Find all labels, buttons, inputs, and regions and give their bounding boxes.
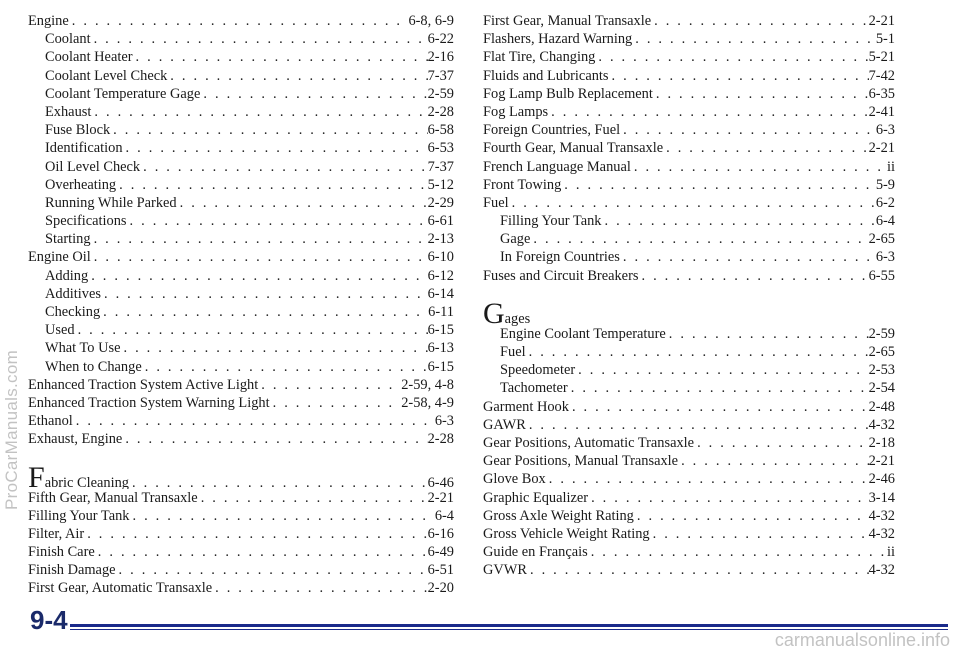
index-term: Fog Lamp Bulb Replacement	[483, 85, 653, 102]
index-term: Tachometer	[500, 380, 568, 397]
page-ref: 6-8, 6-9	[408, 13, 454, 29]
page-ref: 2-18	[868, 434, 895, 451]
leader-dots	[569, 398, 869, 416]
index-entry-flat-tire-changing	[483, 48, 895, 66]
index-term: Enhanced Traction System Warning Light	[28, 394, 270, 411]
index-entry-graphic-equalizer	[483, 489, 895, 507]
leader-dots	[116, 561, 428, 579]
index-entry-in-foreign-countries	[483, 248, 895, 266]
leader-dots	[663, 139, 869, 157]
index-term: Fuse Block	[45, 122, 111, 139]
page-ref: 2-21	[868, 13, 895, 29]
leader-dots	[601, 212, 875, 230]
page-ref: 6-12	[427, 267, 454, 284]
leader-dots	[84, 525, 427, 543]
index-term: Gear Positions, Automatic Transaxle	[483, 434, 695, 451]
page-ref: 6-55	[868, 267, 895, 284]
index-entry-coolant-temperature-gage	[28, 85, 454, 103]
page-ref: 4-32	[868, 525, 895, 542]
section-letter-g: G	[483, 296, 505, 330]
leader-dots	[140, 158, 428, 176]
index-term: Finish Care	[28, 544, 95, 561]
index-term: Fuel	[483, 194, 509, 211]
page-ref: 2-48	[868, 398, 895, 415]
index-term: Checking	[45, 304, 101, 320]
page-ref: 6-11	[428, 304, 454, 320]
leader-dots	[620, 248, 876, 266]
page-ref: 4-32	[868, 507, 895, 524]
leader-dots	[609, 67, 869, 85]
page-ref: 2-58, 4-9	[401, 394, 454, 411]
index-term: Graphic Equalizer	[483, 489, 589, 506]
page-ref: 2-59	[868, 325, 895, 342]
leader-dots	[91, 30, 428, 48]
page-ref: 6-4	[875, 213, 895, 230]
leader-dots	[69, 12, 409, 30]
index-block-e	[28, 12, 454, 449]
index-term: Fifth Gear, Manual Transaxle	[28, 489, 198, 506]
section-letter-f: F	[28, 466, 45, 489]
index-term: First Gear, Automatic Transaxle	[28, 580, 213, 597]
page-ref: 6-4	[434, 507, 454, 524]
index-term: Garment Hook	[483, 398, 569, 415]
page-ref: 6-49	[427, 544, 454, 561]
index-term: Engine	[28, 13, 69, 29]
index-entry-overheating	[28, 176, 454, 194]
index-term: Front Towing	[483, 176, 562, 193]
index-term: Identification	[45, 140, 123, 157]
leader-dots	[198, 489, 428, 507]
page-ref: 6-3	[875, 249, 895, 266]
index-term: Enhanced Traction System Active Light	[28, 376, 259, 393]
page-ref: 2-53	[868, 362, 895, 379]
index-entry-first-gear-manual-transaxle	[483, 12, 895, 30]
index-entry-first-gear-automatic-transaxle	[28, 579, 454, 597]
index-entry-guide-en-fran-ais	[483, 543, 895, 561]
watermark-bottom: carmanualsonline.info	[774, 630, 950, 650]
page-ref: 2-16	[427, 49, 454, 66]
page-ref: 5-1	[875, 31, 895, 48]
leader-dots	[110, 121, 427, 139]
page-ref: 6-2	[875, 194, 895, 211]
leader-dots	[595, 48, 868, 66]
page-ref: 2-28	[427, 103, 454, 120]
index-entry-enhanced-traction-system-warning-light	[28, 394, 454, 412]
index-entry-fuel	[483, 343, 895, 361]
index-term: Filter, Air	[28, 525, 85, 542]
leader-dots	[200, 85, 427, 103]
index-term: Guide en Français	[483, 544, 588, 561]
index-term: Fog Lamps	[483, 103, 549, 120]
leader-dots	[575, 361, 868, 379]
index-entry-gross-vehicle-weight-rating	[483, 525, 895, 543]
index-term: Oil Level Check	[45, 158, 141, 175]
leader-dots	[127, 212, 428, 230]
page-ref: 2-59	[427, 85, 454, 102]
index-entry-gawr	[483, 416, 895, 434]
index-entry-glove-box	[483, 470, 895, 488]
leader-dots	[526, 343, 869, 361]
leader-dots	[120, 339, 427, 357]
index-term: Finish Damage	[28, 562, 116, 579]
index-term: Additives	[45, 285, 101, 302]
leader-dots	[101, 285, 428, 303]
section-head-g	[483, 296, 895, 330]
index-term: Exhaust, Engine	[28, 431, 123, 448]
leader-dots	[694, 434, 869, 452]
leader-dots	[177, 194, 428, 212]
index-entry-specifications	[28, 212, 454, 230]
index-entry-fifth-gear-manual-transaxle	[28, 489, 454, 507]
page-ref: 2-65	[868, 344, 895, 360]
index-entry-engine	[28, 12, 454, 30]
index-left-column	[28, 12, 454, 598]
leader-dots	[568, 379, 869, 397]
leader-dots	[548, 103, 868, 121]
leader-dots	[546, 470, 869, 488]
section-head-rest: ages	[504, 310, 531, 327]
leader-dots	[142, 358, 428, 376]
page-ref: 7-42	[868, 67, 895, 84]
leader-dots	[651, 12, 869, 30]
page-ref: 6-46	[427, 474, 454, 489]
index-term: Gross Axle Weight Rating	[483, 507, 634, 524]
index-entry-gage	[483, 230, 895, 248]
leader-dots	[620, 121, 876, 139]
index-entry-fabric-cleaning	[28, 467, 454, 489]
index-entry-when-to-change	[28, 358, 454, 376]
leader-dots	[631, 158, 887, 176]
leader-dots	[167, 67, 427, 85]
section-head-f	[28, 467, 129, 489]
index-entry-what-to-use	[28, 339, 454, 357]
index-term: Coolant Temperature Gage	[45, 85, 201, 102]
page-ref: 6-14	[427, 285, 454, 302]
index-entry-ethanol	[28, 412, 454, 430]
index-term: Specifications	[45, 213, 127, 230]
section-spacer	[483, 285, 895, 303]
index-entry-checking	[28, 303, 454, 321]
index-entry-engine-coolant-temperature	[483, 325, 895, 343]
leader-dots	[91, 103, 427, 121]
page-ref: 5-9	[875, 176, 895, 193]
index-entry-identification	[28, 139, 454, 157]
page-ref: 4-32	[868, 562, 895, 579]
leader-dots	[258, 376, 401, 394]
page-ref: 2-21	[427, 489, 454, 506]
index-entry-additives	[28, 285, 454, 303]
index-entry-enhanced-traction-system-active-light	[28, 376, 454, 394]
index-entry-fluids-and-lubricants	[483, 67, 895, 85]
index-entry-garment-hook	[483, 398, 895, 416]
index-right-column	[483, 12, 895, 579]
leader-dots	[526, 416, 869, 434]
leader-dots	[634, 507, 869, 525]
index-entry-tachometer	[483, 379, 895, 397]
index-entry-coolant	[28, 30, 454, 48]
index-entry-coolant-heater	[28, 48, 454, 66]
leader-dots	[116, 176, 427, 194]
leader-dots	[129, 507, 434, 525]
leader-dots	[75, 321, 428, 339]
index-entry-fog-lamp-bulb-replacement	[483, 85, 895, 103]
index-entry-filter-air	[28, 525, 454, 543]
leader-dots	[100, 303, 428, 321]
index-term: Gross Vehicle Weight Rating	[483, 525, 650, 542]
index-term: Filling Your Tank	[500, 213, 602, 230]
index-term: Exhaust	[45, 103, 92, 120]
leader-dots	[650, 525, 869, 543]
page-ref: 2-28	[427, 431, 454, 448]
index-entry-exhaust	[28, 103, 454, 121]
index-term: Engine Oil	[28, 249, 91, 266]
index-entry-finish-damage	[28, 561, 454, 579]
index-term: Starting	[45, 231, 91, 248]
index-term: In Foreign Countries	[500, 249, 620, 266]
leader-dots	[678, 452, 869, 470]
page-ref: 6-3	[875, 122, 895, 139]
index-entry-oil-level-check	[28, 158, 454, 176]
index-term: Fourth Gear, Manual Transaxle	[483, 140, 664, 157]
index-term: What To Use	[45, 340, 121, 357]
index-term: Coolant Heater	[45, 49, 133, 66]
index-term: Foreign Countries, Fuel	[483, 122, 621, 139]
page-ref: 2-59, 4-8	[401, 376, 454, 393]
page-ref: 2-21	[868, 453, 895, 470]
page-ref: 5-12	[427, 176, 454, 193]
index-term: GVWR	[483, 562, 527, 579]
leader-dots	[129, 472, 428, 489]
leader-dots	[653, 85, 869, 103]
index-entry-used	[28, 321, 454, 339]
leader-dots	[666, 325, 869, 343]
index-term: Gage	[500, 231, 531, 248]
leader-dots	[527, 561, 869, 579]
index-term: GAWR	[483, 416, 526, 433]
index-term: Ethanol	[28, 413, 73, 430]
leader-dots	[530, 230, 868, 248]
index-entry-exhaust-engine	[28, 430, 454, 448]
index-term: Fluids and Lubricants	[483, 67, 609, 84]
page-ref: 2-41	[868, 103, 895, 120]
leader-dots	[95, 543, 428, 561]
page-ref: 6-15	[427, 322, 454, 339]
index-term: Flashers, Hazard Warning	[483, 31, 633, 48]
page-ref: 7-37	[427, 158, 454, 175]
page-ref: 5-21	[868, 49, 895, 66]
page-ref: 6-3	[434, 413, 454, 430]
index-entry-gross-axle-weight-rating	[483, 507, 895, 525]
section-head-rest: abric Cleaning	[44, 474, 130, 489]
index-entry-fuses-and-circuit-breakers	[483, 267, 895, 285]
leader-dots	[73, 412, 435, 430]
leader-dots	[122, 430, 427, 448]
page-ref: 2-54	[868, 380, 895, 397]
index-term: Overheating	[45, 176, 117, 193]
index-entry-finish-care	[28, 543, 454, 561]
index-entry-adding	[28, 267, 454, 285]
index-entry-fog-lamps	[483, 103, 895, 121]
index-block-g	[483, 325, 895, 580]
index-entry-starting	[28, 230, 454, 248]
watermark-left: ProCarManuals.com	[2, 349, 21, 510]
index-entry-fuel	[483, 194, 895, 212]
page-ref: 3-14	[868, 489, 895, 506]
page-ref: 6-15	[427, 358, 454, 375]
leader-dots	[588, 489, 869, 507]
index-entry-fourth-gear-manual-transaxle	[483, 139, 895, 157]
index-entry-french-language-manual	[483, 158, 895, 176]
leader-dots	[632, 30, 876, 48]
page-ref: 6-53	[427, 140, 454, 157]
index-term: Fuses and Circuit Breakers	[483, 267, 639, 284]
index-block-f	[28, 489, 454, 598]
index-entry-filling-your-tank	[483, 212, 895, 230]
page-ref: 2-65	[868, 231, 895, 248]
leader-dots	[561, 176, 876, 194]
page-ref: 7-37	[427, 67, 454, 84]
leader-dots	[91, 230, 428, 248]
leader-dots	[638, 267, 868, 285]
section-spacer	[28, 449, 454, 467]
index-term: Filling Your Tank	[28, 507, 130, 524]
index-entry-running-while-parked	[28, 194, 454, 212]
leader-dots	[588, 543, 887, 561]
index-term: First Gear, Manual Transaxle	[483, 13, 652, 29]
page-ref: 2-21	[868, 140, 895, 157]
index-term: Speedometer	[500, 362, 576, 379]
leader-dots	[123, 139, 428, 157]
index-term: Gear Positions, Manual Transaxle	[483, 453, 679, 470]
page-ref: 6-61	[427, 213, 454, 230]
leader-dots	[212, 579, 428, 597]
page-ref: 2-13	[427, 231, 454, 248]
leader-dots	[91, 248, 428, 266]
page-ref: 2-29	[427, 194, 454, 211]
index-entry-speedometer	[483, 361, 895, 379]
page-ref: 6-51	[427, 562, 454, 579]
index-term: Used	[45, 322, 75, 339]
index-term: Engine Coolant Temperature	[500, 325, 666, 342]
index-term: Running While Parked	[45, 194, 177, 211]
page-ref: 6-10	[427, 249, 454, 266]
page-ref: ii	[887, 158, 895, 175]
index-entry-gear-positions-automatic-transaxle	[483, 434, 895, 452]
leader-dots	[133, 48, 428, 66]
index-term: Adding	[45, 267, 89, 284]
index-entry-front-towing	[483, 176, 895, 194]
index-term: Glove Box	[483, 471, 546, 488]
leader-dots	[88, 267, 427, 285]
page-number: 9-4	[30, 605, 68, 635]
index-term: Coolant	[45, 31, 91, 48]
index-term: Fuel	[500, 344, 526, 360]
page-ref: 2-20	[427, 580, 454, 597]
index-entry-foreign-countries-fuel	[483, 121, 895, 139]
index-entry-coolant-level-check	[28, 67, 454, 85]
footer-rule	[70, 624, 948, 627]
page-ref: 6-22	[427, 31, 454, 48]
page-ref: 6-16	[427, 525, 454, 542]
index-term: Flat Tire, Changing	[483, 49, 596, 66]
index-entry-gear-positions-manual-transaxle	[483, 452, 895, 470]
index-block-f-cont	[483, 12, 895, 285]
page-ref: 2-46	[868, 471, 895, 488]
page-ref: 6-35	[868, 85, 895, 102]
index-entry-gvwr	[483, 561, 895, 579]
leader-dots	[509, 194, 876, 212]
index-entry-engine-oil	[28, 248, 454, 266]
page-ref: 4-32	[868, 416, 895, 433]
page-ref: ii	[887, 544, 895, 561]
index-entry-flashers-hazard-warning	[483, 30, 895, 48]
index-term: When to Change	[45, 358, 142, 375]
index-entry-fuse-block	[28, 121, 454, 139]
index-term: French Language Manual	[483, 158, 631, 175]
leader-dots	[270, 394, 402, 412]
page-ref: 6-58	[427, 122, 454, 139]
index-term: Coolant Level Check	[45, 67, 168, 84]
page-ref: 6-13	[427, 340, 454, 357]
index-entry-filling-your-tank	[28, 507, 454, 525]
